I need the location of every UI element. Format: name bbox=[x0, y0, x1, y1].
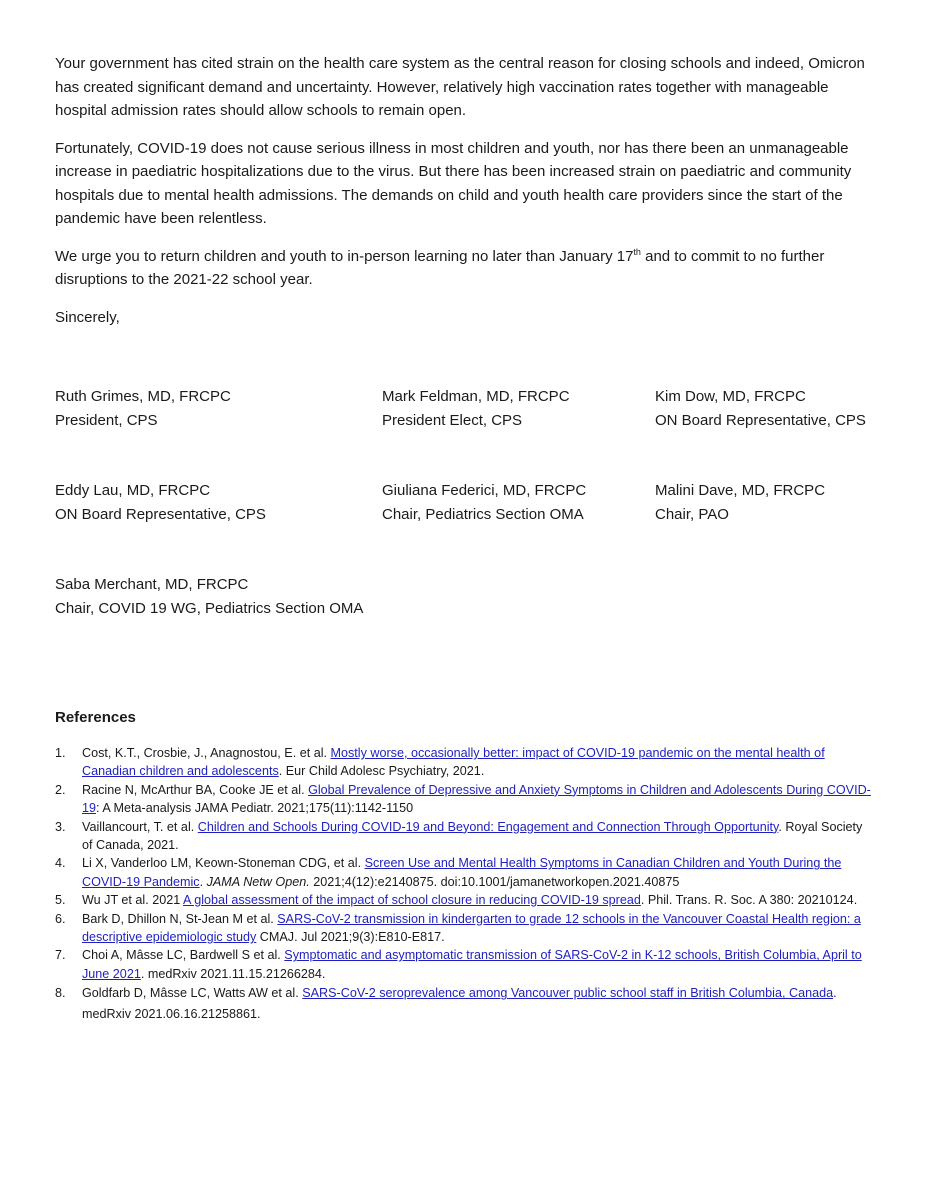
reference-number: 5. bbox=[55, 893, 66, 908]
reference-source: . Royal Society of Canada, 2021. bbox=[82, 819, 863, 853]
reference-number: 7. bbox=[55, 948, 66, 963]
reference-number: 2. bbox=[55, 782, 66, 797]
signatory-6 bbox=[655, 479, 825, 526]
reference-source: : A Meta-analysis JAMA Pediatr. 2021;175(11):1142-1150 bbox=[96, 801, 414, 816]
reference-item-5 bbox=[55, 891, 875, 909]
reference-item-7 bbox=[55, 946, 875, 983]
reference-number: 1. bbox=[55, 746, 66, 760]
signatory-name: Malini Dave, MD, FRCPC bbox=[655, 482, 826, 499]
reference-number: 8. bbox=[55, 986, 66, 1001]
references-list bbox=[55, 744, 875, 1025]
signatory-title: Chair, PAO bbox=[655, 505, 729, 523]
signatory-5 bbox=[382, 479, 586, 526]
reference-source: . Eur Child Adolesc Psychiatry, 2021. bbox=[278, 764, 485, 779]
signatory-3 bbox=[655, 385, 866, 432]
signatory-title: President, CPS bbox=[55, 411, 158, 429]
signatory-title: Chair, Pediatrics Section OMA bbox=[382, 505, 584, 523]
signatory-title: ON Board Representative, CPS bbox=[655, 411, 866, 429]
signatory-name: Mark Feldman, MD, FRCPC bbox=[382, 388, 570, 405]
reference-item-8 bbox=[55, 983, 875, 1025]
reference-link[interactable]: Screen Use and Mental Health Symptoms in Canadian Children and Youth During the COVID-19 Pandemic bbox=[82, 856, 842, 889]
signatory-4 bbox=[55, 479, 266, 526]
letter-body bbox=[55, 52, 870, 329]
reference-authors: Wu JT et al. 2021 bbox=[82, 893, 184, 908]
reference-authors: Racine N, McArthur BA, Cooke JE et al. bbox=[82, 782, 309, 797]
signatory-7 bbox=[55, 573, 363, 620]
reference-link[interactable]: SARS-CoV-2 transmission in kindergarten to grade 12 schools in the Vancouver Coastal Health region: a descriptive epidemiologic study bbox=[82, 911, 861, 945]
reference-link[interactable]: Global Prevalence of Depressive and Anxiety Symptoms in Children and Adolescents During COVID-19 bbox=[82, 782, 871, 816]
reference-item-4 bbox=[55, 854, 875, 891]
reference-authors: Cost, K.T., Crosbie, J., Anagnostou, E. et al. bbox=[82, 746, 331, 760]
reference-doi: 2021;4(12):e2140875. doi:10.1001/jamanetworkopen.2021.40875 bbox=[309, 874, 680, 889]
reference-link[interactable]: Symptomatic and asymptomatic transmission of SARS-CoV-2 in K-12 schools, British Columbia, April to June 2021 bbox=[82, 948, 862, 981]
signatory-name: Eddy Lau, MD, FRCPC bbox=[55, 482, 211, 499]
reference-number: 6. bbox=[55, 911, 66, 926]
reference-link[interactable]: Mostly worse, occasionally better: impact of COVID-19 pandemic on the mental health of Canadian children and adolescents bbox=[82, 746, 825, 779]
reference-source: . bbox=[199, 874, 207, 889]
signatory-name: Giuliana Federici, MD, FRCPC bbox=[382, 482, 587, 499]
signatory-2 bbox=[382, 385, 570, 432]
reference-link[interactable]: Children and Schools During COVID-19 and Beyond: Engagement and Connection Through Opportunity bbox=[197, 819, 779, 834]
signatory-title: Chair, COVID 19 WG, Pediatrics Section OMA bbox=[55, 599, 364, 617]
paragraph-3-text-b: and to commit to no further disruptions to the 2021-22 school year. bbox=[55, 247, 825, 288]
reference-item-1 bbox=[55, 744, 875, 781]
paragraph-1: Your government has cited strain on the health care system as the central reason for closing schools and indeed, Omicron has created significant demand and uncertainty. However, relatively high vaccination rates together with manageable hospital admission rates should allow schools to remain open. bbox=[55, 55, 865, 119]
reference-source: . medRxiv 2021.11.15.21266284. bbox=[140, 966, 326, 981]
reference-source: . medRxiv 2021.06.16.21258861. bbox=[82, 986, 837, 1022]
signatory-title: ON Board Representative, CPS bbox=[55, 505, 266, 523]
reference-authors: Choi A, Mâsse LC, Bardwell S et al. bbox=[82, 948, 285, 963]
signatory-1 bbox=[55, 385, 231, 432]
signatory-name: Ruth Grimes, MD, FRCPC bbox=[55, 388, 231, 405]
closing: Sincerely, bbox=[55, 308, 120, 326]
reference-source: CMAJ. Jul 2021;9(3):E810-E817. bbox=[256, 930, 445, 945]
signatory-name: Kim Dow, MD, FRCPC bbox=[655, 388, 806, 405]
reference-number: 3. bbox=[55, 819, 66, 834]
reference-item-2 bbox=[55, 781, 875, 818]
reference-authors: Bark D, Dhillon N, St-Jean M et al. bbox=[82, 911, 278, 926]
paragraph-3-text-a: We urge you to return children and youth to in-person learning no later than January 17 bbox=[55, 247, 634, 265]
paragraph-3 bbox=[55, 245, 870, 292]
reference-authors: Vaillancourt, T. et al. bbox=[82, 819, 198, 834]
reference-item-3 bbox=[55, 818, 875, 855]
reference-authors: Goldfarb D, Mâsse LC, Watts AW et al. bbox=[82, 986, 303, 1001]
signatory-title: President Elect, CPS bbox=[382, 411, 523, 429]
signatory-name: Saba Merchant, MD, FRCPC bbox=[55, 576, 249, 593]
reference-link[interactable]: SARS-CoV-2 seroprevalence among Vancouver public school staff in British Columbia, Canada bbox=[302, 986, 834, 1001]
reference-number: 4. bbox=[55, 856, 66, 871]
reference-item-6 bbox=[55, 910, 875, 947]
references-heading: References bbox=[55, 709, 136, 726]
signature-block bbox=[55, 385, 875, 625]
reference-link[interactable]: A global assessment of the impact of school closure in reducing COVID-19 spread bbox=[183, 893, 641, 908]
reference-source: . Phil. Trans. R. Soc. A 380: 20210124. bbox=[640, 893, 858, 908]
reference-authors: Li X, Vanderloo LM, Keown-Stoneman CDG, et al. bbox=[82, 856, 365, 871]
ordinal-suffix: th bbox=[633, 246, 641, 257]
journal-name: JAMA Netw Open. bbox=[206, 874, 310, 889]
paragraph-2: Fortunately, COVID-19 does not cause serious illness in most children and youth, nor has there been an unmanageable increase in paediatric hospitalizations due to the virus. But there has been increased strain on paediatric and community hospitals due to mental health admissions. The demands on child and youth health care providers since the start of the pandemic have been relentless. bbox=[55, 139, 852, 227]
